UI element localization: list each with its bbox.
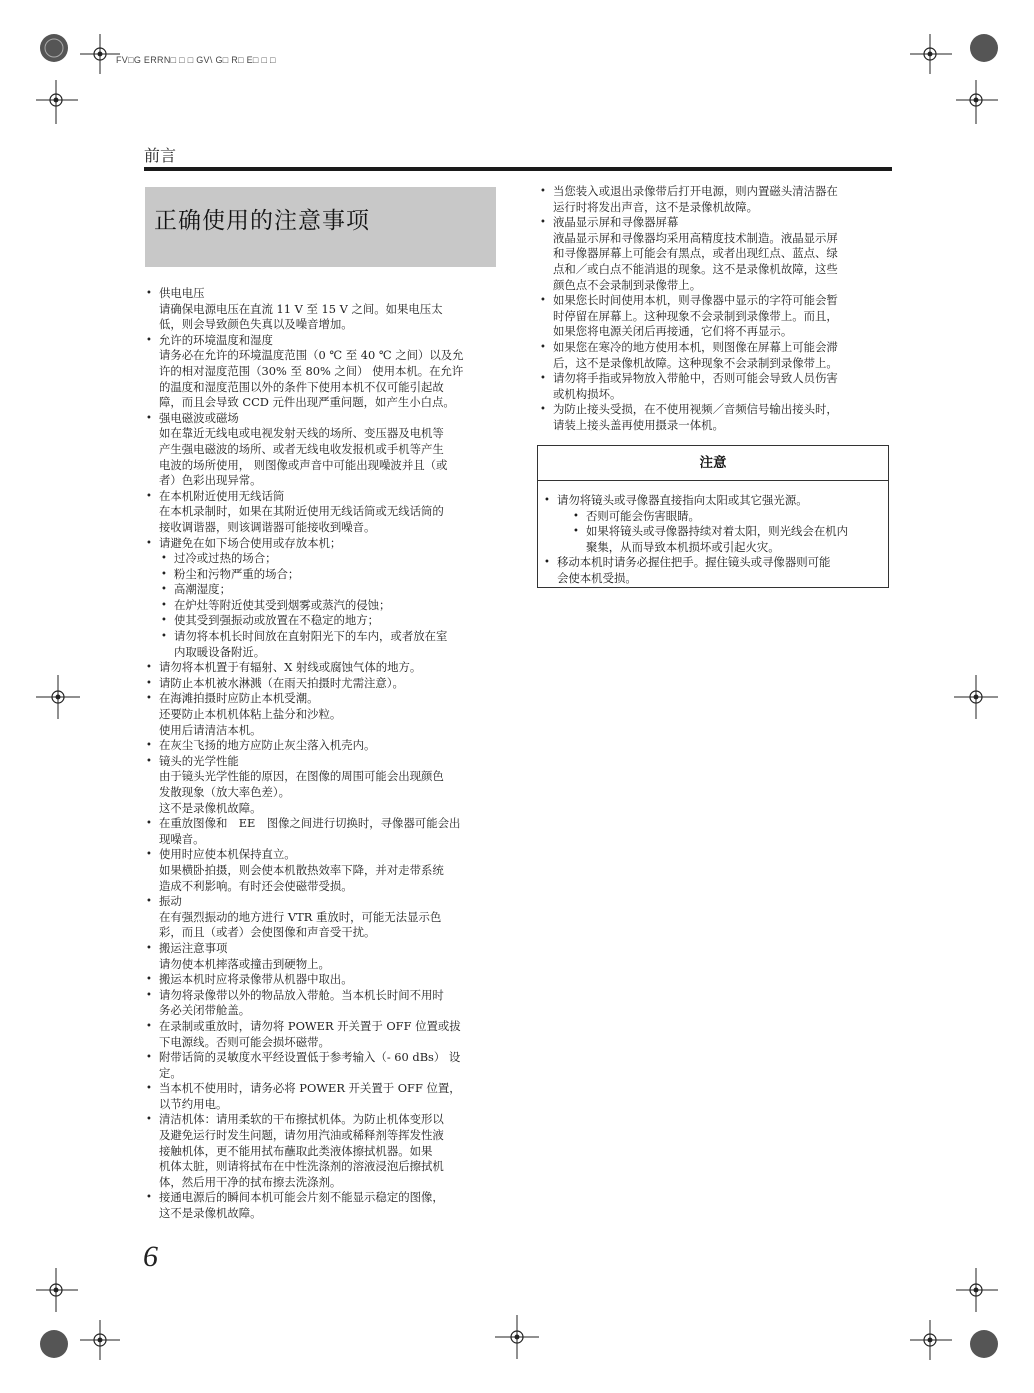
sub-list-item: • 如果将镜头或寻像器持续对着太阳，则光线会在机内 聚集，从而导致本机损坏或引起火灾。 [571,524,882,555]
item-body-line: 或机构损坏。 [553,386,622,401]
item-body-line: 造成不利影响。有时还会使磁带受损。 [159,878,353,893]
item-body-line: 以节约用电。 [159,1096,228,1111]
list-item [144,1019,496,1050]
item-title: 强电磁波或磁场 [159,410,239,425]
registration-mark-top-right [908,34,1000,126]
item-title: 在录制或重放时，请勿将 POWER 开关置于 OFF 位置或拔 [159,1018,461,1033]
item-body-line: 在有强烈振动的地方进行 VTR 重放时，可能无法显示色 [159,909,442,924]
registration-mark-bottom-center [495,1315,539,1359]
sub-list-item: • 使其受到强振动或放置在不稳定的地方； [159,613,496,629]
item-body-line: 还要防止本机机体粘上盐分和沙粒。 [159,707,342,722]
item-body-line: 低，则会导致颜色失真以及噪音增加。 [159,317,353,332]
right-column [538,184,890,434]
list-item [144,536,496,661]
item-body-line: 彩，而且（或者）会使图像和声音受干扰。 [159,925,376,940]
item-body-line: 和寻像器屏幕上可能会有黑点，或者出现红点、蓝点、绿 [553,246,838,261]
precautions-list-left [144,286,496,1222]
item-title: 请防止本机被水淋溅（在雨天拍摄时尤需注意）。 [159,675,404,690]
item-body-line: 这不是录像机故障。 [159,800,262,815]
caution-list [542,493,882,587]
item-body-line: 许的相对湿度范围（30% 至 80% 之间） 使用本机。在允许 [159,363,464,378]
item-body-line: 点和／或白点不能消退的现象。这不是录像机故障，这些 [553,261,838,276]
caution-body [538,481,888,587]
list-item [538,293,890,340]
list-item [144,333,496,411]
list-item [144,847,496,894]
item-body-line: 在本机录制时，如果在其附近使用无线话筒或无线话筒的 [159,504,444,519]
list-item [144,972,496,988]
item-title: 请勿将本机置于有辐射、X 射线或腐蚀气体的地方。 [159,660,422,675]
list-item [144,894,496,941]
item-body-line: 发散现象（放大率色差）。 [159,785,290,799]
list-item [144,1112,496,1190]
item-body-line: 者）色彩出现异常。 [159,473,262,488]
item-body-line: 的温度和湿度范围以外的条件下使用本机不仅可能引起故 [159,379,444,394]
item-body-line: 如果您将电源关闭后再接通，它们将不再显示。 [553,324,793,339]
left-column [144,286,496,1222]
print-header-code: FV□G ERRN□ □ □ GV\ G□ R□ E□ □ □ [116,55,276,65]
caution-heading: 注意 [538,446,888,481]
item-title: 振动 [159,894,182,909]
item-body-line: 请确保电源电压在直流 11 V 至 15 V 之间。如果电压太 [159,301,443,316]
item-title: 当您装入或退出录像带后打开电源，则内置磁头清洁器在 [553,184,838,198]
list-item [144,660,496,676]
sub-list-item: • 粉尘和污物严重的场合； [159,567,496,583]
list-item [144,1050,496,1081]
item-body-line: 机体太脏，则请将拭布在中性洗涤剂的溶液浸泡后擦拭机 [159,1159,444,1174]
sub-list-item: • 过冷或过热的场合； [159,551,496,567]
item-title: 搬运注意事项 [159,940,228,955]
list-item [144,489,496,536]
item-title: 在本机附近使用无线话筒 [159,488,285,503]
list-item [144,1190,496,1221]
item-body-line: 运行时将发出声音，这不是录像机故障。 [553,199,759,214]
item-body-line: 电波的场所使用， 则图像或声音中可能出现噪波并且（或 [159,457,448,472]
sub-list [571,509,882,556]
item-title: 搬运本机时应将录像带从机器中取出。 [159,972,353,987]
item-body-line: 颜色点不会录制到录像带上。 [553,277,702,292]
registration-mark-mid-right [954,675,998,719]
item-title: 附带话筒的灵敏度水平经设置低于参考输入（- 60 dBs） 设 [159,1050,461,1065]
list-item [144,1081,496,1112]
item-body-line: 由于镜头光学性能的原因，在图像的周围可能会出现颜色 [159,769,444,784]
item-body-line: 产生强电磁波的场所、或者无线电收发报机或手机等产生 [159,441,444,456]
registration-mark-bottom-left [34,1268,126,1360]
item-body-line: 现噪音。 [159,831,205,846]
item-body-line: 使用后请清洁本机。 [159,722,262,737]
item-body-line: 及避免运行时发生问题，请勿用汽油或稀释剂等挥发性液 [159,1128,444,1143]
item-body-line: 请装上接头盖再使用摄录一体机。 [553,417,724,432]
list-item [144,411,496,489]
item-title: 在海滩拍摄时应防止本机受潮。 [159,691,319,706]
list-item [144,941,496,972]
item-body-line: 液晶显示屏和寻像器均采用高精度技术制造。液晶显示屏 [553,230,838,245]
list-item [542,493,882,555]
page-title: 正确使用的注意事项 [154,208,370,234]
item-body-line: 这不是录像机故障。 [159,1206,262,1221]
list-item [144,738,496,754]
item-body-line: 请勿使本机摔落或撞击到硬物上。 [159,956,330,971]
item-title: 请勿将录像带以外的物品放入带舱。当本机长时间不用时 [159,987,444,1002]
item-title: 为防止接头受损，在不使用视频／音频信号输出接头时， [553,402,838,417]
list-item [538,371,890,402]
item-body-line: 下电源线。否则可能会损坏磁带。 [159,1034,330,1049]
caution-box [537,445,889,588]
item-body-line: 如果横卧拍摄，则会使本机散热效率下降，并对走带系统 [159,862,444,877]
item-body-line: 接收调谐器，则该调谐器可能接收到噪音。 [159,519,376,534]
item-body-line: 障，而且会导致 CCD 元件出现严重问题，如产生小白点。 [159,395,455,410]
list-item [144,816,496,847]
list-item [542,555,882,586]
precautions-list-right [538,184,890,434]
item-title: 请勿将镜头或寻像器直接指向太阳或其它强光源。 [557,493,808,507]
item-body-line: 会使本机受损。 [557,570,637,585]
item-title: 请勿将手指或异物放入带舱中，否则可能会导致人员伤害 [553,371,838,386]
list-item [538,215,890,293]
item-body-line: 请务必在允许的环境温度范围（0 ℃ 至 40 ℃ 之间）以及允 [159,348,464,363]
sub-list-item: • 高潮湿度； [159,582,496,598]
registration-mark-mid-left [36,675,80,719]
title-box [145,187,496,267]
item-title: 移动本机时请务必握住把手。握住镜头或寻像器则可能 [557,555,831,570]
item-body-line: 如在靠近无线电或电视发射天线的场所、变压器及电机等 [159,426,444,441]
item-title: 当本机不使用时，请务必将 POWER 开关置于 OFF 位置， [159,1081,461,1096]
item-body-line: 时停留在屏幕上。这种现象不会录制到录像带上。而且， [553,308,838,323]
sub-list [159,551,496,660]
list-item [538,340,890,371]
item-title: 允许的环境温度和湿度 [159,332,273,347]
item-title: 请避免在如下场合使用或存放本机； [159,535,342,550]
item-title: 液晶显示屏和寻像器屏幕 [553,215,679,230]
section-label: 前言 [144,146,177,165]
sub-list-item: • 否则可能会伤害眼睛。 [571,509,882,525]
item-title: 如果您长时间使用本机，则寻像器中显示的字符可能会暂 [553,293,838,308]
page-number: 6 [143,1240,158,1273]
registration-mark-top-left [34,34,126,126]
item-title: 清洁机体：请用柔软的干布擦拭机体。为防止机体变形以 [159,1112,444,1127]
list-item [538,184,890,215]
list-item [538,402,890,433]
list-item [144,754,496,816]
item-title: 如果您在寒冷的地方使用本机，则图像在屏幕上可能会滞 [553,339,838,354]
item-body-line: 接触机体，更不能用拭布蘸取此类液体擦拭机器。如果 [159,1143,433,1158]
list-item [144,286,496,333]
sub-list-item: • 请勿将本机长时间放在直射阳光下的车内，或者放在室 内取暖设备附近。 [159,629,496,660]
item-title: 在灰尘飞扬的地方应防止灰尘落入机壳内。 [159,738,376,753]
registration-mark-bottom-right [908,1268,1000,1360]
item-title: 在重放图像和 EE 图像之间进行切换时，寻像器可能会出 [159,816,461,831]
item-body-line: 定。 [159,1065,182,1080]
header-rule [144,167,892,171]
item-title: 镜头的光学性能 [159,753,239,768]
item-title: 供电电压 [159,286,205,300]
list-item [144,988,496,1019]
item-body-line: 务必关闭带舱盖。 [159,1003,251,1018]
list-item [144,676,496,692]
sub-list-item: • 在炉灶等附近使其受到烟雾或蒸汽的侵蚀； [159,598,496,614]
item-title: 使用时应使本机保持直立。 [159,847,296,862]
item-title: 接通电源后的瞬间本机可能会片刻不能显示稳定的图像， [159,1190,444,1205]
item-body-line: 体，然后用干净的拭布擦去洗涤剂。 [159,1174,342,1189]
item-body-line: 后，这不是录像机故障。这种现象不会录制到录像带上。 [553,355,838,370]
list-item [144,691,496,738]
